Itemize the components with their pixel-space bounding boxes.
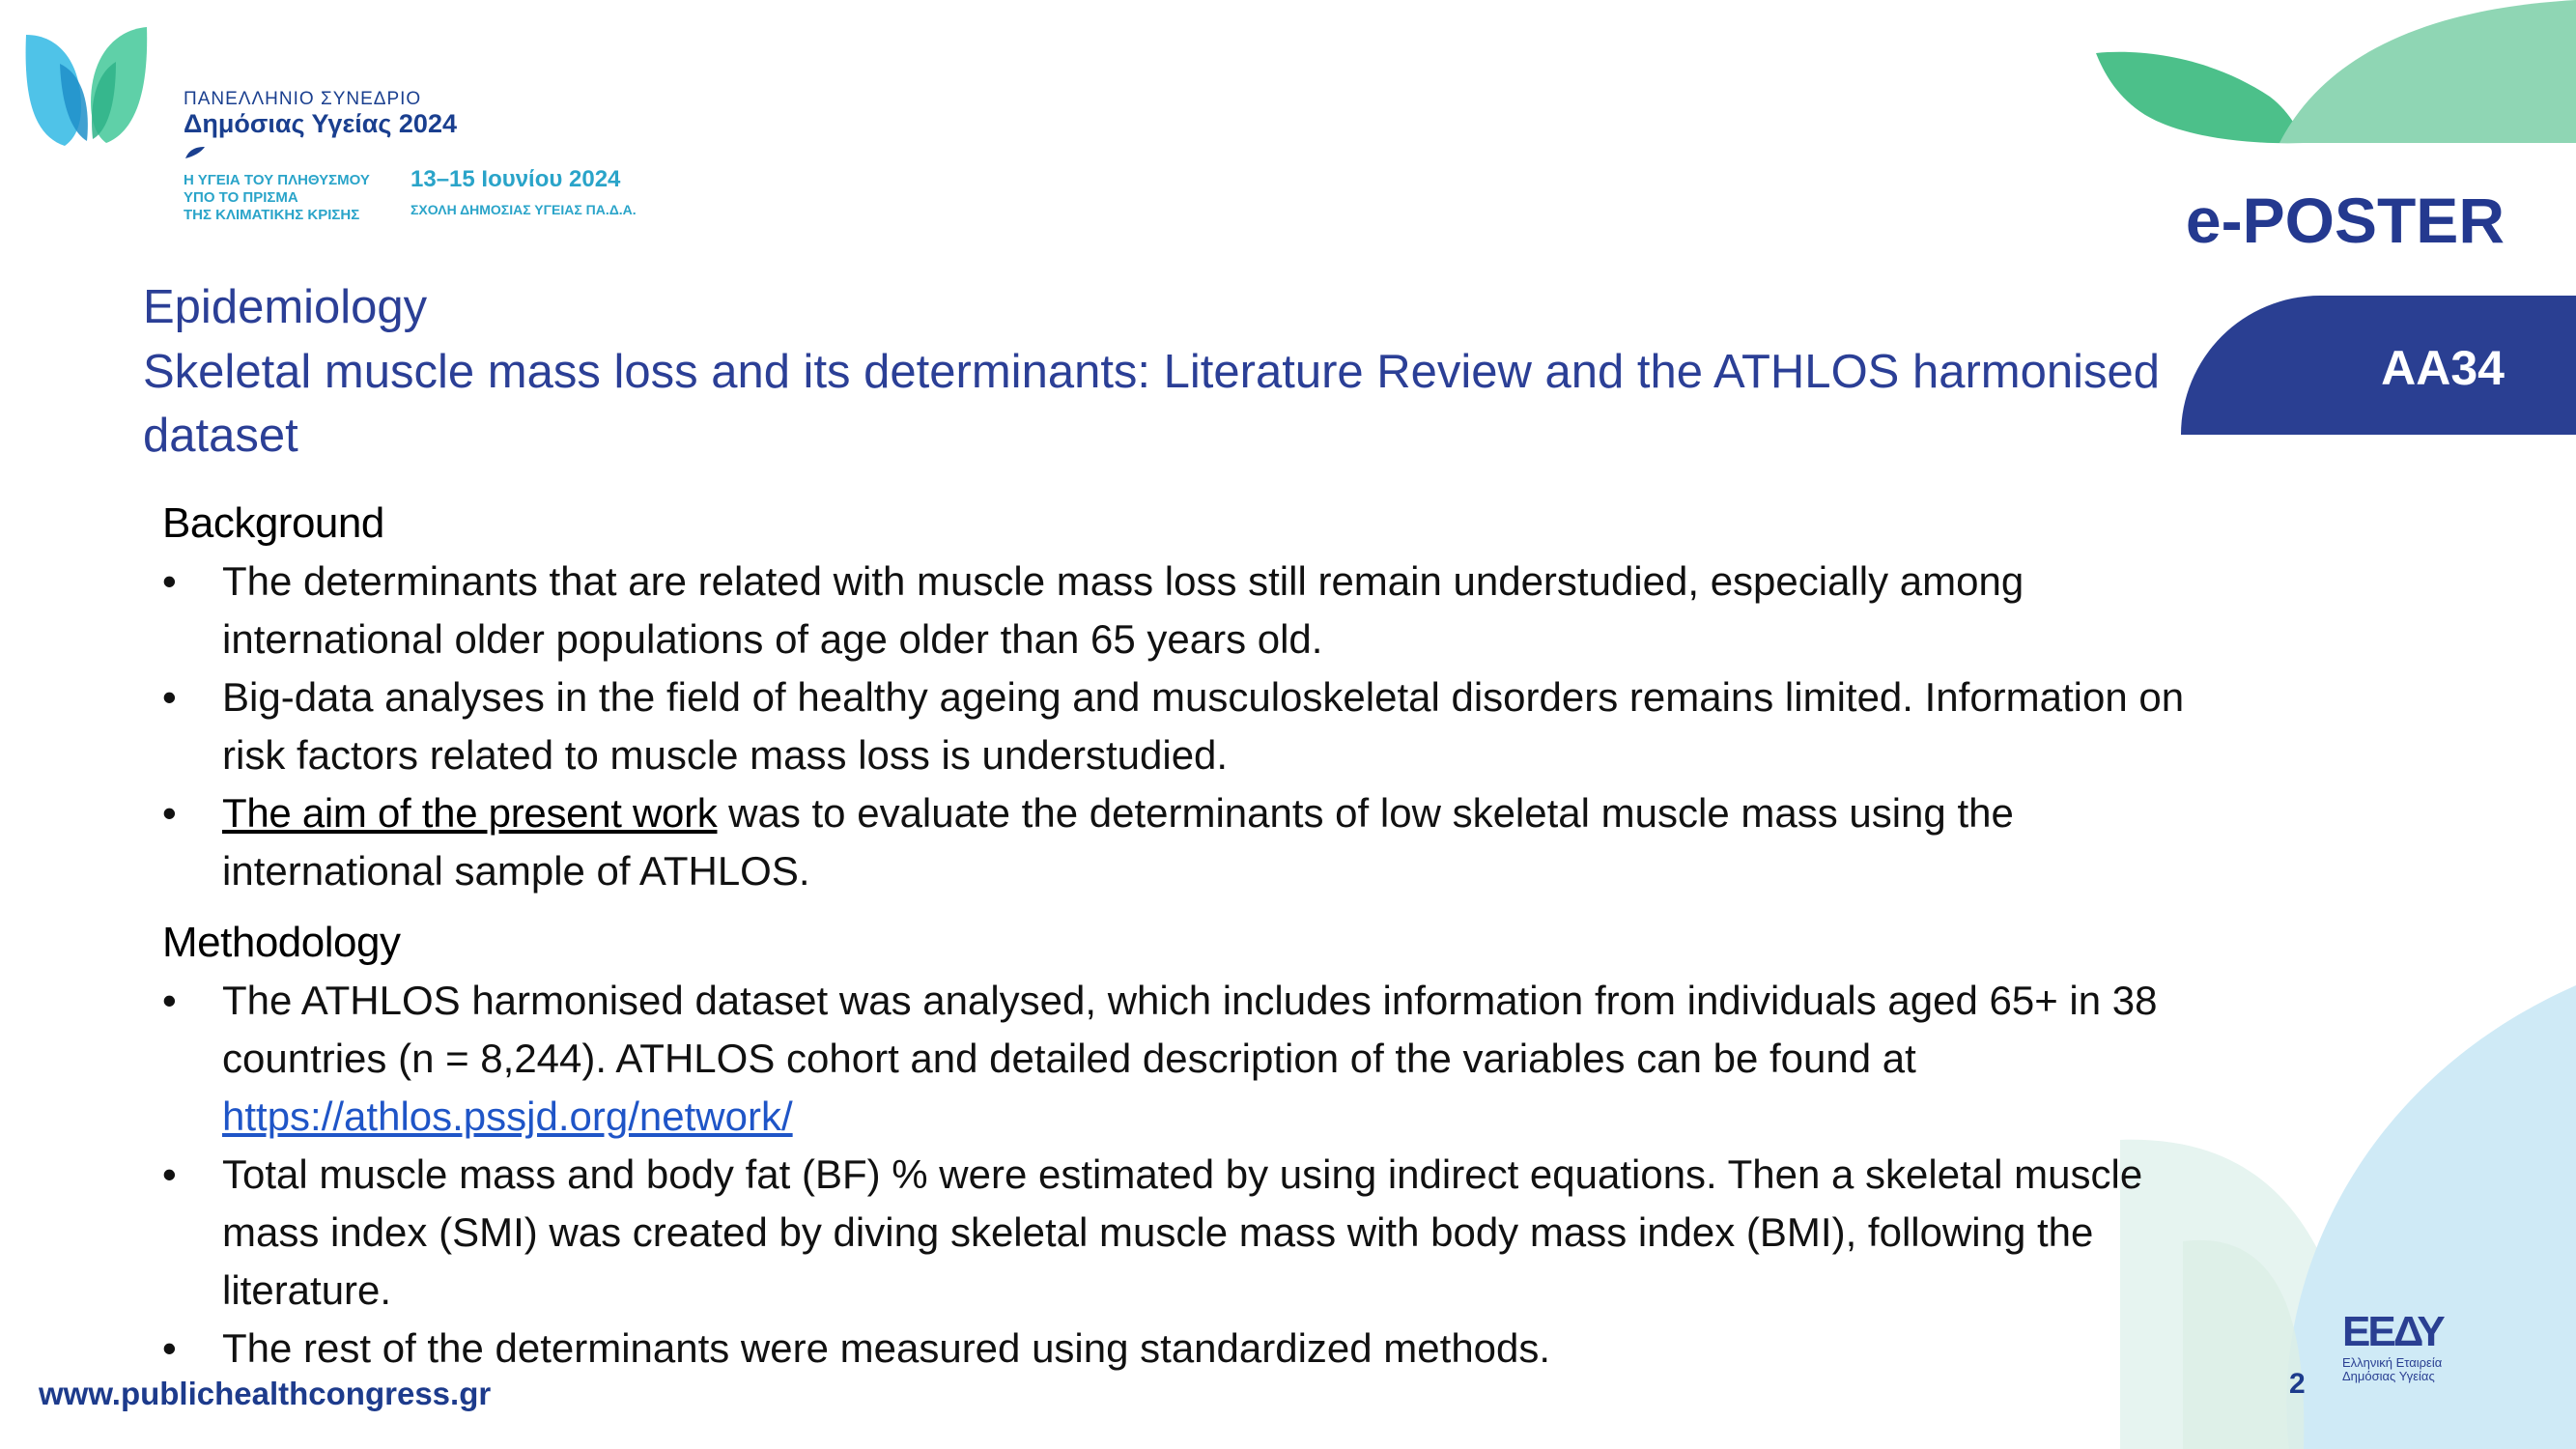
methodology-list: [162, 972, 2200, 1378]
top-right-leaf-decoration: [2086, 0, 2576, 145]
aim-rest: was to evaluate the determinants of low skeletal muscle mass using the international sample of ATHLOS.: [222, 790, 2014, 894]
background-list: [162, 553, 2200, 900]
background-bullet-aim: [162, 784, 2200, 900]
poster-code-band: [2181, 296, 2576, 435]
poster-content: [162, 495, 2200, 1378]
methodology-heading: Methodology: [162, 919, 401, 966]
footer-website[interactable]: www.publichealthcongress.gr: [39, 1376, 492, 1411]
congress-name-line2: Δημόσιας Υγείας 2024: [184, 109, 457, 138]
methodology-bullet-3: • The rest of the determinants were measured using standardized methods.: [162, 1320, 2200, 1378]
congress-school: ΣΧΟΛΗ ΔΗΜΟΣΙΑΣ ΥΓΕΙΑΣ ΠΑ.Δ.Α.: [410, 202, 637, 217]
eedy-logo-sub2: Δημόσιας Υγείας: [2342, 1369, 2435, 1383]
background-heading: Background: [162, 499, 384, 547]
congress-leaf-logo: [21, 25, 152, 149]
poster-code: AA34: [2381, 341, 2505, 395]
page-number: 2: [2289, 1368, 2306, 1400]
congress-tagline-line2: ΥΠΟ ΤΟ ΠΡΙΣΜΑ: [184, 189, 298, 206]
congress-tagline-line3: ΤΗΣ ΚΛΙΜΑΤΙΚΗΣ ΚΡΙΣΗΣ: [184, 207, 360, 223]
eedy-logo-sub1: Ελληνική Εταιρεία: [2342, 1355, 2443, 1370]
eposter-label: e-POSTER: [2185, 185, 2505, 256]
section-label: Epidemiology: [143, 281, 428, 333]
aim-lead: The aim of the present work: [222, 790, 718, 836]
background-bullet-2: • Big-data analyses in the field of healthy ageing and musculoskeletal disorders remains limited. Information on risk factors related to muscle mass loss is understudied.: [162, 668, 2200, 784]
background-bullet-1: • The determinants that are related with muscle mass loss still remain understudied, especially among international older populations of age older than 65 years old.: [162, 553, 2200, 668]
methodology-bullet-1-text: The ATHLOS harmonised dataset was analysed, which includes information from individuals aged 65+ in 38 countries (n = 8,244). ATHLOS cohort and detailed description of the variables can be found at: [222, 978, 2158, 1081]
congress-tagline-line1: Η ΥΓΕΙΑ ΤΟΥ ΠΛΗΘΥΣΜΟΥ: [184, 172, 370, 188]
congress-tagline: [184, 172, 370, 224]
congress-name-line1: ΠΑΝΕΛΛΗΝΙΟ ΣΥΝΕΔΡΙΟ: [184, 89, 422, 109]
congress-dates: 13–15 Ιουνίου 2024: [410, 166, 621, 192]
eedy-logo-mark: ΕΕΔΥ: [2342, 1308, 2443, 1355]
athlos-network-link[interactable]: https://athlos.pssjd.org/network/: [222, 1094, 793, 1139]
methodology-bullet-1: [162, 972, 2200, 1146]
methodology-bullet-2: • Total muscle mass and body fat (BF) % were estimated by using indirect equations. Then a skeletal muscle mass index (SMI) was created by diving skeletal muscle mass with body mass index (BMI), following the literature.: [162, 1146, 2200, 1320]
congress-swoosh-icon: [184, 145, 207, 160]
eedy-logo: [2342, 1308, 2473, 1383]
poster-title: Skeletal muscle mass loss and its determinants: Literature Review and the ATHLOS harmonised dataset: [143, 346, 2161, 462]
